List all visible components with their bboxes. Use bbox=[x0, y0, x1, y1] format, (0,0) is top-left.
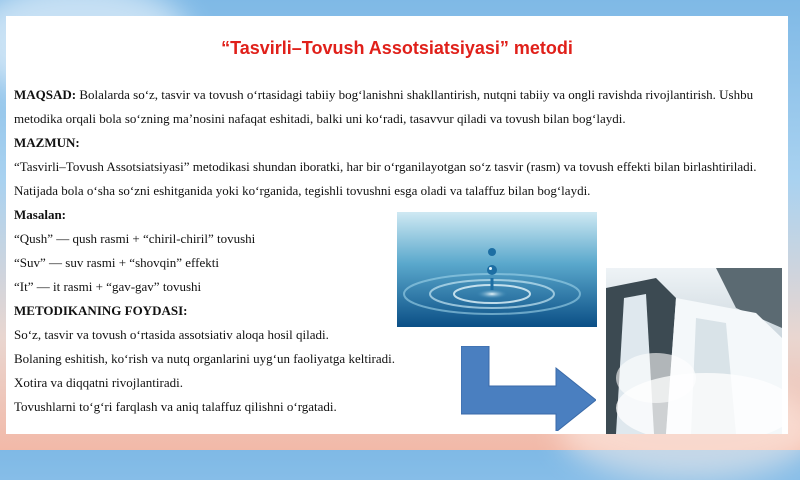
mazmun-label: MAZMUN: bbox=[14, 135, 80, 150]
maqsad-text-line2: metodika orqali bola so‘zning ma’nosini nafaqat eshitadi, balki uni ko‘radi, tasavvur qiladi va tovush bilan bog‘laydi. bbox=[14, 111, 626, 126]
benefit-item: Xotira va diqqatni rivojlantiradi. bbox=[14, 375, 183, 390]
maqsad-text-line1: Bolalarda so‘z, tasvir va tovush o‘rtasidagi tabiiy bog‘lanishni shakllantirish, nutqni tabiiy va ongli ravishda rivojlantirish. Ushbu bbox=[76, 87, 754, 102]
waterfall-image bbox=[606, 268, 782, 434]
benefit-item: Bolaning eshitish, ko‘rish va nutq organlarini uyg‘un faoliyatga keltiradi. bbox=[14, 351, 396, 366]
mazmun-text-line2: Natijada bola o‘sha so‘zni eshitganida yoki ko‘rganida, tegishli tovushni esga oladi va talaffuz bilan bog‘laydi. bbox=[14, 183, 591, 198]
bent-arrow-right-icon bbox=[461, 346, 596, 431]
maqsad-label: MAQSAD: bbox=[14, 87, 77, 102]
benefit-item: Tovushlarni to‘g‘ri farqlash va aniq talaffuz qilishni o‘rgatadi. bbox=[14, 399, 337, 414]
masalan-label: Masalan: bbox=[14, 207, 66, 222]
example-item: “It” — it rasmi + “gav-gav” tovushi bbox=[14, 279, 202, 294]
foyda-label: METODIKANING FOYDASI: bbox=[14, 303, 188, 318]
benefit-item: So‘z, tasvir va tovush o‘rtasida assotsiativ aloqa hosil qiladi. bbox=[14, 327, 329, 342]
maqsad-paragraph bbox=[14, 87, 753, 103]
water-drop-image bbox=[397, 212, 597, 327]
example-item: “Qush” — qush rasmi + “chiril-chiril” tovushi bbox=[14, 231, 256, 246]
slide-title: “Tasvirli–Tovush Assotsiatsiyasi” metodi bbox=[221, 38, 573, 58]
mazmun-text-line1: “Tasvirli–Tovush Assotsiatsiyasi” metodikasi shundan iboratki, har bir o‘rganilayotgan so‘z tasvir (rasm) va tovush effekti bilan birlashtiriladi. bbox=[14, 159, 757, 174]
example-item: “Suv” — suv rasmi + “shovqin” effekti bbox=[14, 255, 219, 270]
slide bbox=[6, 16, 788, 434]
